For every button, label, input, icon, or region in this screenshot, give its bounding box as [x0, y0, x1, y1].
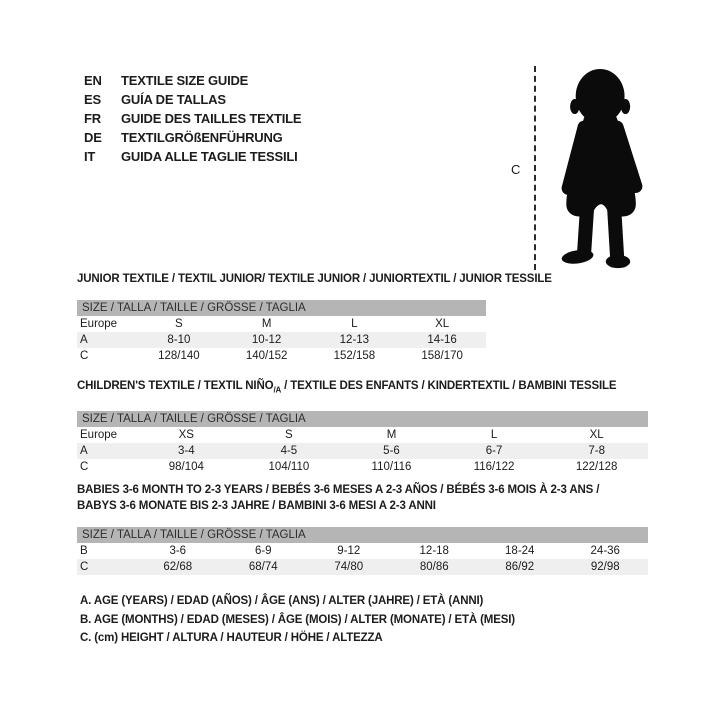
measure-label-c: C	[511, 162, 521, 177]
size-cell: L	[351, 318, 358, 330]
babies-textile-table	[77, 482, 648, 575]
size-cell: 128/140	[158, 350, 200, 362]
size-cell: 98/104	[168, 461, 204, 474]
row-label: Europe	[80, 318, 118, 330]
language-code: IT	[84, 149, 96, 164]
size-header-bar: SIZE / TALLA / TAILLE / GRÖSSE / TAGLIA	[77, 411, 648, 427]
language-code: ES	[84, 92, 101, 107]
size-cell: 4-5	[280, 445, 298, 458]
size-header-bar: SIZE / TALLA / TAILLE / GRÖSSE / TAGLIA	[77, 527, 648, 543]
language-row-en	[84, 71, 301, 90]
table-title-text: / TEXTILE DES ENFANTS / KINDERTEXTIL / BAMBINI TESSILE	[281, 380, 617, 392]
size-cell: 24-36	[590, 545, 620, 557]
size-cell: 92/98	[590, 561, 620, 573]
table-title-line2: BABYS 3-6 MONATE BIS 2-3 JAHRE / BAMBINI 3-6 MESI A 2-3 ANNI	[77, 500, 436, 512]
size-cell: 3-4	[177, 445, 195, 458]
size-cell: 6-7	[485, 445, 503, 458]
language-title: GUIDA ALLE TAGLIE TESSILI	[121, 149, 298, 164]
height-measure-line	[534, 66, 536, 270]
footnote-a-age-years: A. AGE (YEARS) / EDAD (AÑOS) / ÂGE (ANS) / ALTER (JAHRE) / ETÀ (ANNI)	[80, 595, 484, 607]
language-row-es	[84, 90, 301, 109]
size-cell: 9-12	[337, 545, 361, 557]
size-cell: XL	[435, 318, 450, 330]
language-title: GUIDE DES TAILLES TEXTILE	[121, 111, 302, 126]
table-row-height	[77, 459, 648, 475]
size-cell: 158/170	[421, 350, 463, 362]
size-cell: 110/116	[371, 461, 412, 474]
language-title: TEXTILE SIZE GUIDE	[121, 73, 249, 88]
height-measure-figure	[505, 64, 665, 276]
row-label: B	[80, 545, 88, 557]
row-label: Europe	[80, 429, 118, 442]
size-cell: L	[490, 429, 498, 442]
table-row-age	[77, 332, 486, 348]
size-cell: 8-10	[167, 334, 191, 346]
table-title: JUNIOR TEXTILE / TEXTIL JUNIOR/ TEXTILE JUNIOR / JUNIORTEXTIL / JUNIOR TESSILE	[77, 273, 552, 285]
toddler-silhouette-icon	[541, 68, 663, 270]
table-row-height	[77, 559, 648, 575]
footnote-c-height: C. (cm) HEIGHT / ALTURA / HAUTEUR / HÖHE / ALTEZZA	[80, 632, 383, 644]
table-title-subscript: /A	[273, 385, 282, 395]
size-cell: 18-24	[505, 545, 535, 557]
row-label: A	[80, 334, 88, 346]
size-cell: 6-9	[254, 545, 272, 557]
size-cell: 68/74	[248, 561, 278, 573]
row-label: C	[80, 461, 89, 474]
table-row-height	[77, 348, 486, 364]
size-cell: S	[285, 429, 293, 442]
table-title	[77, 378, 648, 398]
language-row-it	[84, 147, 301, 166]
size-cell: 5-6	[383, 445, 400, 458]
table-title-text: CHILDREN'S TEXTILE / TEXTIL NIÑO	[77, 380, 274, 392]
footnote-legend	[80, 592, 515, 648]
size-cell: 122/128	[575, 461, 618, 474]
size-cell: 62/68	[163, 561, 193, 573]
language-list	[84, 71, 301, 166]
size-cell: XL	[589, 429, 604, 442]
size-cell: 3-6	[169, 545, 187, 557]
language-code: EN	[84, 73, 102, 88]
size-cell: M	[261, 318, 272, 330]
table-row-months	[77, 543, 648, 559]
size-cell: 12-18	[419, 545, 449, 557]
size-cell: 14-16	[427, 334, 457, 346]
size-cell: 140/152	[245, 350, 288, 362]
row-label: A	[80, 445, 88, 458]
childrens-textile-table	[77, 378, 648, 475]
size-cell: 10-12	[251, 334, 282, 346]
row-label: C	[80, 561, 89, 573]
size-cell: 12-13	[339, 334, 370, 346]
size-cell: M	[386, 429, 397, 442]
language-row-de	[84, 128, 301, 147]
size-header-bar: SIZE / TALLA / TAILLE / GRÖSSE / TAGLIA	[77, 300, 486, 316]
junior-textile-table	[77, 271, 552, 364]
size-cell: 74/80	[334, 561, 364, 573]
table-row-europe	[77, 427, 648, 443]
language-code: DE	[84, 130, 102, 145]
row-label: C	[80, 350, 89, 362]
size-cell: XS	[178, 429, 194, 442]
size-cell: S	[175, 318, 183, 330]
language-row-fr	[84, 109, 301, 128]
language-title: GUÍA DE TALLAS	[121, 92, 226, 107]
table-row-age	[77, 443, 648, 459]
size-cell: 80/86	[419, 561, 449, 573]
size-cell: 86/92	[505, 561, 535, 573]
language-code: FR	[84, 111, 101, 126]
size-cell: 116/122	[473, 461, 515, 474]
language-title: TEXTILGRÖßENFÜHRUNG	[121, 130, 283, 145]
table-row-europe	[77, 316, 486, 332]
size-cell: 104/110	[268, 461, 310, 474]
size-cell: 7-8	[588, 445, 605, 458]
footnote-b-age-months: B. AGE (MONTHS) / EDAD (MESES) / ÂGE (MOIS) / ALTER (MONATE) / ETÀ (MESI)	[80, 613, 515, 626]
size-cell: 152/158	[333, 350, 376, 362]
table-title-line1: BABIES 3-6 MONTH TO 2-3 YEARS / BEBÉS 3-6 MESES A 2-3 AÑOS / BÉBÉS 3-6 MOIS À 2-3 ANS /	[77, 484, 600, 496]
